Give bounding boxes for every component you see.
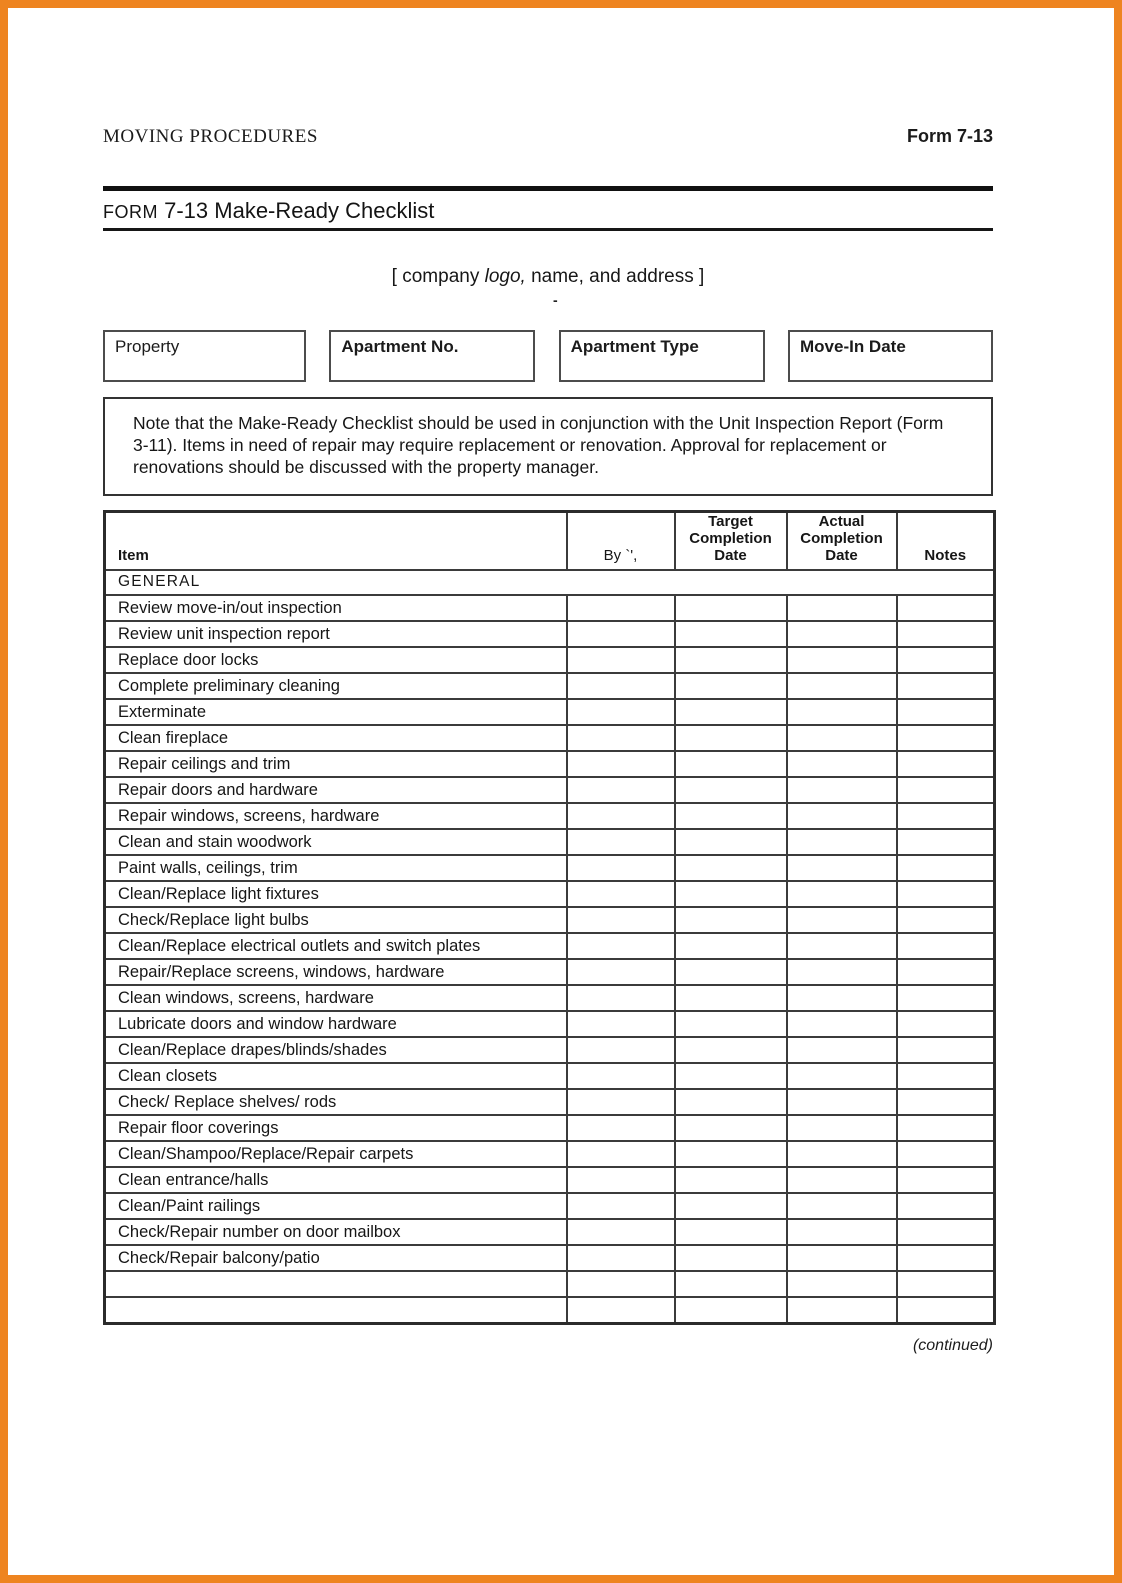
notes-cell-blank [897,933,995,959]
item-cell: Clean closets [105,1063,567,1089]
by-cell-blank [567,1297,675,1323]
actual-date-cell-blank [787,725,897,751]
table-row [105,1167,995,1193]
by-cell-blank [567,985,675,1011]
target-date-cell-blank [675,803,787,829]
target-date-cell-blank [675,1011,787,1037]
form-title-prefix: FORM [103,202,158,222]
item-cell: Clean fireplace [105,725,567,751]
table-row [105,1245,995,1271]
table-row [105,1297,995,1323]
target-date-cell-blank [675,1271,787,1297]
item-cell: Review unit inspection report [105,621,567,647]
item-cell: Clean windows, screens, hardware [105,985,567,1011]
by-cell-blank [567,777,675,803]
by-cell-blank [567,933,675,959]
table-row [105,881,995,907]
item-cell: Clean/Replace electrical outlets and switch plates [105,933,567,959]
target-date-cell-blank [675,1089,787,1115]
table-row [105,1063,995,1089]
section-header-label: GENERAL [105,570,995,595]
target-date-cell-blank [675,777,787,803]
by-cell-blank [567,1089,675,1115]
by-cell-blank [567,1245,675,1271]
table-row [105,933,995,959]
form-field-boxes [103,330,993,382]
table-row [105,621,995,647]
checklist-table-body [105,570,995,1323]
table-row [105,803,995,829]
target-date-cell-blank [675,673,787,699]
notes-cell-blank [897,751,995,777]
actual-date-cell-blank [787,803,897,829]
target-date-cell-blank [675,725,787,751]
item-cell: Complete preliminary cleaning [105,673,567,699]
notes-cell-blank [897,907,995,933]
notes-cell-blank [897,1037,995,1063]
by-cell-blank [567,855,675,881]
target-date-cell-blank [675,881,787,907]
actual-date-cell-blank [787,647,897,673]
by-cell-blank [567,1193,675,1219]
column-header-by: By `', [567,512,675,571]
notes-cell-blank [897,881,995,907]
notes-cell-blank [897,673,995,699]
table-row [105,1141,995,1167]
apartment-type-field-box [559,330,765,382]
actual-date-cell-blank [787,1141,897,1167]
item-cell: Repair floor coverings [105,1115,567,1141]
by-cell-blank [567,1115,675,1141]
item-cell: Repair doors and hardware [105,777,567,803]
actual-date-cell-blank [787,1011,897,1037]
table-row [105,1271,995,1297]
by-cell-blank [567,881,675,907]
by-cell-blank [567,647,675,673]
apartment-no-field-box [329,330,535,382]
actual-date-cell-blank [787,829,897,855]
table-row [105,725,995,751]
notes-cell-blank [897,777,995,803]
instruction-note-box [103,397,993,496]
notes-cell-blank [897,1141,995,1167]
by-cell-blank [567,907,675,933]
form-number-label: Form 7-13 [906,126,993,146]
property-field-label: Property [115,337,180,356]
column-header-target-completion-date: Target Completion Date [675,512,787,571]
actual-date-cell-blank [787,1245,897,1271]
actual-date-cell-blank [787,1219,897,1245]
target-date-cell-blank [675,907,787,933]
actual-date-cell-blank [787,595,897,621]
item-cell [105,1297,567,1323]
actual-date-cell-blank [787,1115,897,1141]
actual-date-cell-blank [787,855,897,881]
by-cell-blank [567,1219,675,1245]
company-text-italic: logo, [484,266,526,287]
stray-dash-mark: - [553,292,558,308]
notes-cell-blank [897,1089,995,1115]
target-date-cell-blank [675,751,787,777]
by-cell-blank [567,1063,675,1089]
column-header-actual-completion-date: Actual Completion Date [787,512,897,571]
target-date-cell-blank [675,621,787,647]
by-cell-blank [567,1141,675,1167]
table-row [105,673,995,699]
item-cell: Review move-in/out inspection [105,595,567,621]
actual-date-cell-blank [787,751,897,777]
by-cell-blank [567,751,675,777]
actual-date-cell-blank [787,1037,897,1063]
notes-cell-blank [897,803,995,829]
actual-date-cell-blank [787,933,897,959]
company-text-post: name, and address ] [525,266,705,287]
actual-date-cell-blank [787,1271,897,1297]
form-title [103,196,993,227]
thick-divider-rule [103,186,993,191]
table-row [105,855,995,881]
notes-cell-blank [897,1271,995,1297]
item-cell: Repair/Replace screens, windows, hardware [105,959,567,985]
notes-cell-blank [897,1297,995,1323]
move-in-date-field-label: Move-In Date [799,337,906,356]
item-cell: Repair ceilings and trim [105,751,567,777]
notes-cell-blank [897,829,995,855]
table-row [105,751,995,777]
notes-cell-blank [897,647,995,673]
notes-cell-blank [897,1167,995,1193]
item-cell: Replace door locks [105,647,567,673]
target-date-cell-blank [675,1063,787,1089]
item-cell: Check/Replace light bulbs [105,907,567,933]
by-cell-blank [567,673,675,699]
actual-date-cell-blank [787,1167,897,1193]
table-row [105,1089,995,1115]
actual-date-cell-blank [787,1193,897,1219]
actual-date-cell-blank [787,959,897,985]
by-cell-blank [567,803,675,829]
target-date-cell-blank [675,1297,787,1323]
continued-label: (continued) [912,1337,993,1354]
apartment-no-field-label: Apartment No. [341,337,459,356]
item-cell: Clean entrance/halls [105,1167,567,1193]
table-row [105,1115,995,1141]
notes-cell-blank [897,1245,995,1271]
item-cell: Clean/Shampoo/Replace/Repair carpets [105,1141,567,1167]
target-date-cell-blank [675,985,787,1011]
actual-date-cell-blank [787,777,897,803]
target-date-cell-blank [675,933,787,959]
company-text-pre: [ company [391,266,485,287]
by-cell-blank [567,1167,675,1193]
actual-date-cell-blank [787,699,897,725]
target-date-cell-blank [675,647,787,673]
checklist-table [103,510,996,1325]
property-field-box [103,330,306,382]
notes-cell-blank [897,699,995,725]
notes-cell-blank [897,595,995,621]
notes-cell-blank [897,855,995,881]
notes-cell-blank [897,621,995,647]
item-cell: Check/ Replace shelves/ rods [105,1089,567,1115]
table-row [105,647,995,673]
item-cell: Lubricate doors and window hardware [105,1011,567,1037]
company-placeholder-line [103,266,993,288]
table-row [105,777,995,803]
document-section-title: MOVING PROCEDURES [103,126,318,147]
target-date-cell-blank [675,1219,787,1245]
actual-date-cell-blank [787,1063,897,1089]
notes-cell-blank [897,1115,995,1141]
actual-date-cell-blank [787,1297,897,1323]
item-cell [105,1271,567,1297]
by-cell-blank [567,959,675,985]
column-header-item: Item [105,512,567,571]
thin-divider-rule [103,228,993,231]
item-cell: Exterminate [105,699,567,725]
notes-cell-blank [897,725,995,751]
table-header-row [105,512,995,571]
move-in-date-field-box [788,330,993,382]
checklist-table-wrapper [103,510,993,1325]
item-cell: Repair windows, screens, hardware [105,803,567,829]
notes-cell-blank [897,1011,995,1037]
target-date-cell-blank [675,1115,787,1141]
target-date-cell-blank [675,699,787,725]
actual-date-cell-blank [787,881,897,907]
by-cell-blank [567,621,675,647]
by-cell-blank [567,1271,675,1297]
actual-date-cell-blank [787,621,897,647]
table-row [105,985,995,1011]
notes-cell-blank [897,985,995,1011]
notes-cell-blank [897,959,995,985]
target-date-cell-blank [675,959,787,985]
target-date-cell-blank [675,595,787,621]
table-row [105,1011,995,1037]
item-cell: Clean and stain woodwork [105,829,567,855]
item-cell: Clean/Paint railings [105,1193,567,1219]
target-date-cell-blank [675,1193,787,1219]
column-header-notes: Notes [897,512,995,571]
item-cell: Check/Repair number on door mailbox [105,1219,567,1245]
form-title-text: 7-13 Make-Ready Checklist [158,198,435,223]
item-cell: Clean/Replace drapes/blinds/shades [105,1037,567,1063]
actual-date-cell-blank [787,1089,897,1115]
table-row [105,699,995,725]
table-row [105,907,995,933]
instruction-note-text: Note that the Make-Ready Checklist should be used in conjunction with the Unit Inspection Report (Form 3-11). Items in need of repair may require replacement or renovation. Approval for replacement or renovations should be discussed with the property manager. [133,413,944,477]
by-cell-blank [567,829,675,855]
by-cell-blank [567,725,675,751]
notes-cell-blank [897,1219,995,1245]
section-header-row [105,570,995,595]
table-row [105,1037,995,1063]
running-header [103,126,993,148]
by-cell-blank [567,1011,675,1037]
table-row [105,1219,995,1245]
target-date-cell-blank [675,1037,787,1063]
target-date-cell-blank [675,1245,787,1271]
by-cell-blank [567,595,675,621]
target-date-cell-blank [675,1141,787,1167]
notes-cell-blank [897,1063,995,1089]
table-row [105,959,995,985]
by-cell-blank [567,1037,675,1063]
item-cell: Paint walls, ceilings, trim [105,855,567,881]
item-cell: Check/Repair balcony/patio [105,1245,567,1271]
actual-date-cell-blank [787,673,897,699]
actual-date-cell-blank [787,985,897,1011]
table-row [105,1193,995,1219]
apartment-type-field-label: Apartment Type [570,337,699,356]
by-cell-blank [567,699,675,725]
table-row [105,829,995,855]
table-row [105,595,995,621]
actual-date-cell-blank [787,907,897,933]
notes-cell-blank [897,1193,995,1219]
target-date-cell-blank [675,1167,787,1193]
item-cell: Clean/Replace light fixtures [105,881,567,907]
target-date-cell-blank [675,829,787,855]
target-date-cell-blank [675,855,787,881]
